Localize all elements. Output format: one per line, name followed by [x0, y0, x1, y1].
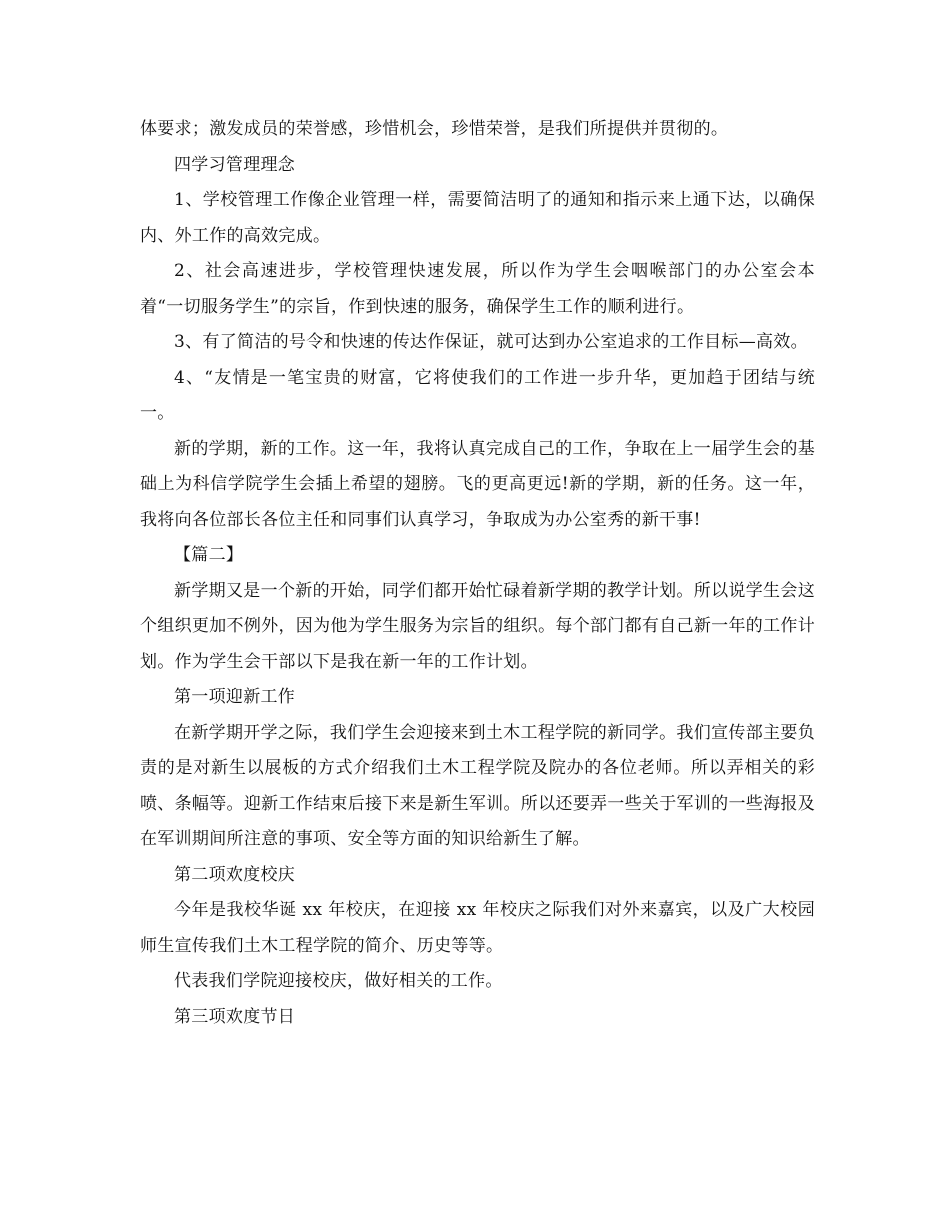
paragraph: 新的学期，新的工作。这一年，我将认真完成自己的工作，争取在上一届学生会的基础上为科信学院学生会插上希望的翅膀。飞的更高更远!新的学期，新的任务。这一年，我将向各位部长各位主任和同事们认真学习，争取成为办公室秀的新干事! [140, 438, 815, 530]
paragraph: 代表我们学院迎接校庆，做好相关的工作。 [174, 971, 503, 991]
section-heading: 第二项欢度校庆 [174, 864, 296, 885]
document-body [140, 112, 815, 1035]
section-heading: 第三项欢度节日 [174, 1006, 296, 1027]
paragraph: 在新学期开学之际，我们学生会迎接来到土木工程学院的新同学。我们宣传部主要负责的是对新生以展板的方式介绍我们土木工程学院及院办的各位老师。所以弄相关的彩喷、条幅等。迎新工作结束后接下来是新生军训。所以还要弄一些关于军训的一些海报及在军训期间所注意的事项、安全等方面的知识给新生了解。 [140, 722, 815, 849]
list-item: 2、社会高速进步，学校管理快速发展，所以作为学生会咽喉部门的办公室会本着“一切服务学生”的宗旨，作到快速的服务，确保学生工作的顺利进行。 [140, 261, 815, 317]
part-heading: 【篇二】 [174, 545, 244, 565]
list-item: 1、学校管理工作像企业管理一样，需要简洁明了的通知和指示来上通下达，以确保内、外工作的高效完成。 [140, 190, 815, 246]
paragraph: 新学期又是一个新的开始，同学们都开始忙碌着新学期的教学计划。所以说学生会这个组织更加不例外，因为他为学生服务为宗旨的组织。每个部门都有自己新一年的工作计划。作为学生会干部以下是我在新一年的工作计划。 [140, 580, 815, 672]
list-item: 3、有了简洁的号令和快速的传达作保证，就可达到办公室追求的工作目标—高效。 [174, 332, 808, 352]
section-heading: 四学习管理理念 [174, 154, 296, 175]
section-heading: 第一项迎新工作 [174, 687, 296, 707]
paragraph: 今年是我校华诞 xx 年校庆，在迎接 xx 年校庆之际我们对外来嘉宾，以及广大校园师生宣传我们土木工程学院的简介、历史等等。 [140, 900, 815, 956]
list-item: 4、“友情是一笔宝贵的财富，它将使我们的工作进一步升华，更加趋于团结与统一。 [140, 367, 815, 423]
paragraph: 体要求；激发成员的荣誉感，珍惜机会，珍惜荣誉，是我们所提供并贯彻的。 [140, 119, 729, 139]
